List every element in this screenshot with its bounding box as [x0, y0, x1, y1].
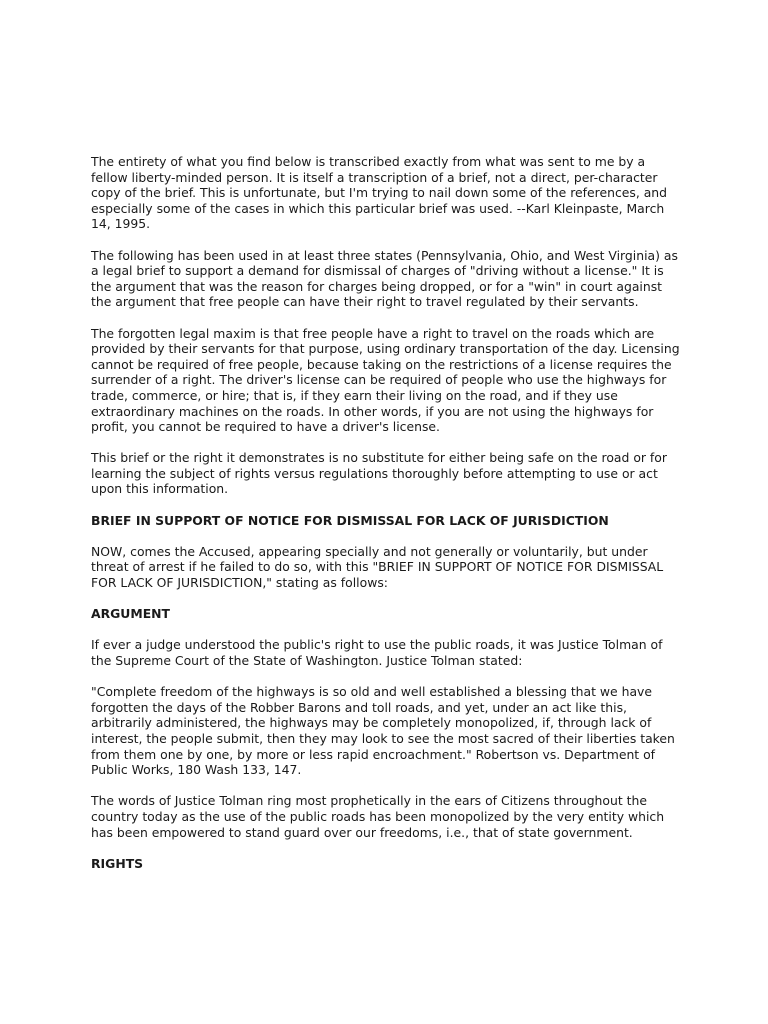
disclaimer-paragraph: This brief or the right it demonstrates is no substitute for either being safe on the road or for learning the subject of rights versus regulations thoroughly before attempting to use or act upon this information. [91, 450, 667, 497]
tolman-intro-paragraph: If ever a judge understood the public's right to use the public roads, it was Justice Tolman of the Supreme Court of the State of Washington. Justice Tolman stated: [91, 637, 663, 668]
prophetic-paragraph: The words of Justice Tolman ring most prophetically in the ears of Citizens throughout the country today as the use of the public roads has been monopolized by the very entity which has been empowered to stand guard over our freedoms, i.e., that of state government. [91, 793, 665, 840]
argument-heading: ARGUMENT [91, 606, 170, 622]
tolman-quote-paragraph: "Complete freedom of the highways is so old and well established a blessing that we have forgotten the days of the Robber Barons and toll roads, and yet, under an act like this, arbitrarily administered, the highways may be completely monopolized, if, through lack of interest, the people submit, then they may look to see the most sacred of their liberties taken from them one by one, by more or less rapid encroachment." Robertson vs. Department of Public Works, 180 Wash 133, 147. [91, 684, 675, 778]
intro-paragraph: The entirety of what you find below is transcribed exactly from what was sent to me by a fellow liberty-minded person. It is itself a transcription of a brief, not a direct, per-character copy of the brief. This is unfortunate, but I'm trying to nail down some of the references, and especially some of the cases in which this particular brief was used. --Karl Kleinpaste, March 14, 1995. [91, 154, 668, 232]
brief-heading: BRIEF IN SUPPORT OF NOTICE FOR DISMISSAL FOR LACK OF JURISDICTION [91, 512, 609, 528]
document-body [91, 154, 681, 887]
accused-paragraph: NOW, comes the Accused, appearing specially and not generally or voluntarily, but under threat of arrest if he failed to do so, with this "BRIEF IN SUPPORT OF NOTICE FOR DISMISSAL FOR LACK OF JURISDICTION," stating as follows: [91, 543, 664, 591]
legal-maxim-paragraph: The forgotten legal maxim is that free people have a right to travel on the roads which are provided by their servants for that purpose, using ordinary transportation of the day. Licensing cannot be required of free people, because taking on the restrictions of a license requires the surrender of a right. The driver's license can be required of people who use the highways for trade, commerce, or hire; that is, if they earn their living on the road, and if they use extraordinary machines on the roads. In other words, if you are not using the highways for profit, you cannot be required to have a driver's license. [91, 325, 680, 435]
rights-heading: RIGHTS [91, 855, 144, 871]
usage-paragraph: The following has been used in at least three states (Pennsylvania, Ohio, and West Virginia) as a legal brief to support a demand for dismissal of charges of "driving without a license." It is the argument that was the reason for charges being dropped, or for a "win" in court against the argument that free people can have their right to travel regulated by their servants. [91, 247, 678, 310]
